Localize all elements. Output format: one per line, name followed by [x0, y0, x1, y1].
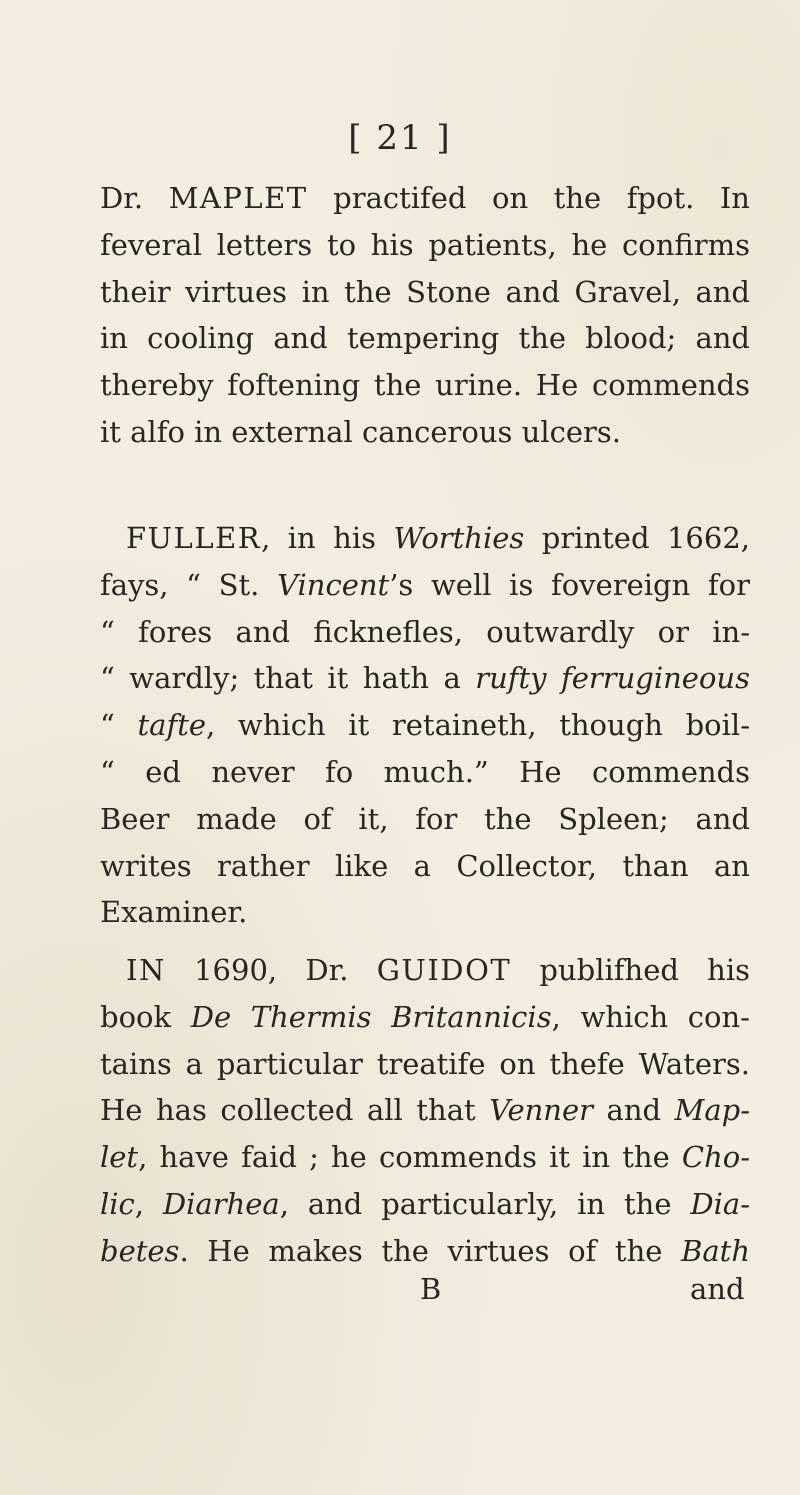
text-line: [100, 947, 750, 994]
text-run: fays, “ St.: [100, 567, 278, 602]
text-run: 1690, Dr.: [165, 953, 377, 987]
name-guidot: GUIDOT: [376, 953, 512, 987]
text-run-italic: rufty ferrugineous: [475, 661, 750, 696]
paragraph-2: [100, 515, 750, 936]
name-venner: Venner: [489, 1093, 594, 1128]
text-run: feveral letters to his patients, he confirms: [100, 227, 750, 262]
text-run: in cooling and tempering the blood; and: [100, 321, 750, 356]
text-run: He has collected all that: [100, 1093, 490, 1128]
book-title-worthies: Worthies: [393, 521, 525, 555]
text-run-italic: let: [100, 1140, 139, 1175]
text-run: it alfo in external cancerous ulcers.: [100, 414, 621, 449]
signature-mark: B: [420, 1272, 442, 1306]
text-run: their virtues in the Stone and Gravel, and: [100, 274, 750, 309]
text-run: thereby foftening the urine. He commends: [100, 368, 750, 403]
text-run: Dr.: [100, 181, 169, 215]
name-maplet: MAPLET: [168, 181, 308, 215]
text-run-italic: Diarhea: [162, 1186, 280, 1221]
text-line: [100, 1087, 750, 1134]
text-run: tains a particular treatife on thefe Waters.: [100, 1046, 750, 1081]
text-line: [100, 562, 750, 609]
text-run: , have faid ; he commends it in the: [138, 1140, 682, 1175]
text-run: , which con-: [551, 999, 750, 1034]
paragraph-1: [100, 175, 750, 456]
text-line: [100, 409, 750, 456]
text-run: practifed on the fpot. In: [307, 181, 750, 215]
name-fuller: FULLER: [126, 521, 262, 555]
text-run: printed 1662,: [524, 521, 750, 555]
text-run: , which it retaineth, though boil-: [206, 708, 750, 743]
text-run: “ wardly; that it hath a: [100, 661, 476, 696]
text-run: ,: [134, 1186, 163, 1221]
text-run-italic: Dia-: [690, 1186, 750, 1221]
text-line: [100, 702, 750, 749]
text-run: Examiner.: [100, 895, 248, 930]
text-run-italic: betes: [100, 1233, 180, 1268]
text-line: [100, 655, 750, 702]
text-run: “ ed never fo much.” He commends: [100, 754, 750, 789]
text-run-italic: Bath: [681, 1233, 750, 1268]
text-run-smallcaps: IN: [126, 953, 166, 987]
text-line: [100, 175, 750, 222]
text-run-italic: tafte: [137, 708, 207, 743]
text-line: [100, 796, 750, 843]
text-line: [100, 609, 750, 656]
text-run: and: [593, 1093, 675, 1128]
text-line: [100, 1134, 750, 1181]
text-run: book: [100, 999, 191, 1034]
name-vincent: Vincent: [277, 567, 390, 602]
page-header: [ 21 ]: [348, 118, 452, 158]
text-run-italic: Cho-: [681, 1140, 750, 1175]
text-line: [100, 843, 750, 890]
text-run: publifhed his: [511, 953, 751, 987]
text-run: . He makes the virtues of the: [179, 1233, 682, 1268]
text-line: [100, 362, 750, 409]
text-run: writes rather like a Collector, than an: [100, 848, 750, 883]
text-line: [100, 222, 750, 269]
text-line: [100, 749, 750, 796]
text-line: [100, 1228, 750, 1275]
text-run: “ fores and ficknefles, outwardly or in-: [100, 614, 750, 649]
text-line: [100, 1181, 750, 1228]
text-line: [100, 515, 750, 562]
text-run: , in his: [261, 521, 394, 555]
text-run: “: [100, 708, 138, 743]
text-run: , and particularly, in the: [279, 1186, 691, 1221]
text-line: [100, 889, 750, 936]
text-run: ’s well is fovereign for: [389, 567, 750, 602]
book-title-de-thermis: De Thermis Britannicis: [190, 999, 552, 1034]
paragraph-3: [100, 947, 750, 1275]
text-line: [100, 315, 750, 362]
text-line: [100, 1041, 750, 1088]
text-line: [100, 269, 750, 316]
text-line: [100, 994, 750, 1041]
text-run: Beer made of it, for the Spleen; and: [100, 801, 750, 836]
name-maplet-italic: Map-: [674, 1093, 750, 1128]
catchword: and: [690, 1272, 745, 1306]
text-run-italic: lic: [100, 1186, 135, 1221]
